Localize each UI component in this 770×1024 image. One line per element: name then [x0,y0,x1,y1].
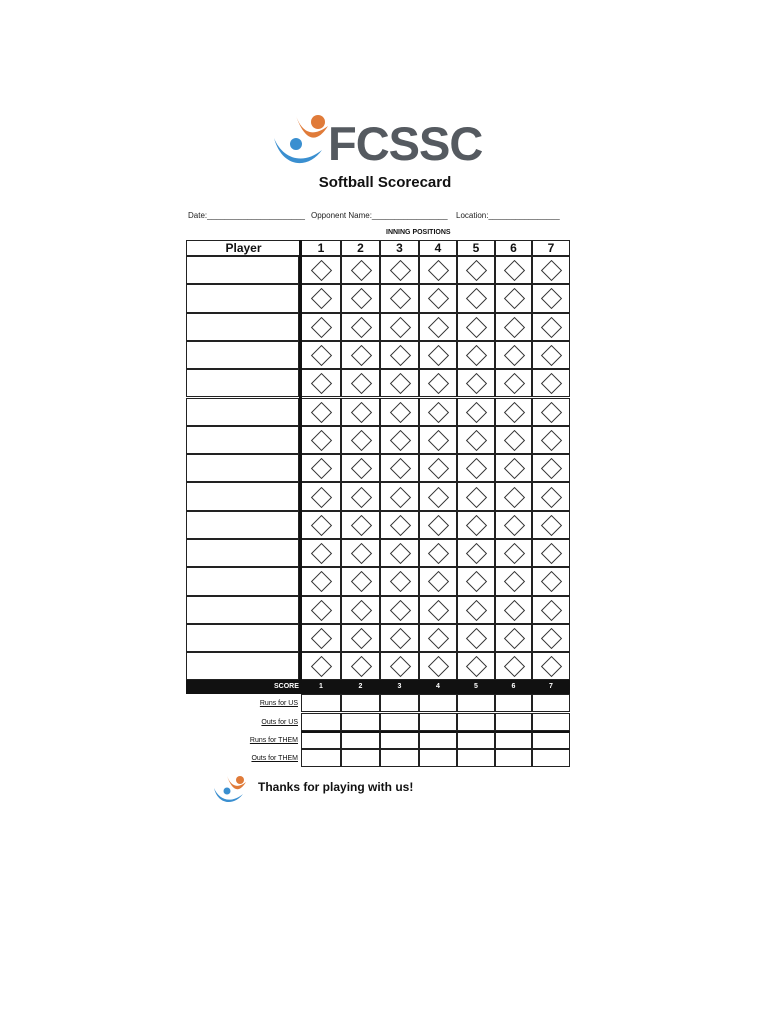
at-bat-cell[interactable] [495,398,532,426]
score-inning-4: 4 [436,683,440,690]
base-diamond-icon [350,317,371,338]
player-header: Player [186,240,301,256]
at-bat-cell[interactable] [419,596,457,624]
base-diamond-icon [311,571,332,592]
base-diamond-icon [428,515,449,536]
at-bat-cell[interactable] [301,256,341,284]
base-diamond-icon [311,345,332,366]
score-row-label: Runs for US [259,700,298,707]
player-name-cell[interactable] [186,313,299,341]
score-cell[interactable] [419,694,457,712]
base-diamond-icon [503,600,524,621]
score-inning-3: 3 [397,683,402,690]
at-bat-cell[interactable] [495,369,532,397]
base-diamond-icon [541,430,562,451]
base-diamond-icon [428,656,449,677]
at-bat-cell[interactable] [380,624,419,652]
base-diamond-icon [428,543,449,564]
at-bat-cell[interactable] [301,567,341,595]
at-bat-cell[interactable] [419,284,457,312]
player-name-cell[interactable] [186,454,299,482]
base-diamond-icon [541,373,562,394]
base-diamond-icon [541,486,562,507]
at-bat-cell[interactable] [341,511,380,539]
at-bat-cell[interactable] [495,596,532,624]
at-bat-cell[interactable] [419,369,457,397]
base-diamond-icon [466,486,487,507]
at-bat-cell[interactable] [419,454,457,482]
base-diamond-icon [503,345,524,366]
inning-positions-label: INNING POSITIONS [386,229,451,236]
score-bar [186,680,570,694]
at-bat-cell[interactable] [532,539,570,567]
score-cell[interactable] [301,694,341,712]
base-diamond-icon [428,288,449,309]
score-inning-1: 1 [319,683,323,690]
at-bat-cell[interactable] [495,539,532,567]
score-cell[interactable] [301,749,341,767]
base-diamond-icon [541,571,562,592]
at-bat-cell[interactable] [457,426,495,454]
inning-header-5: 5 [457,240,495,256]
score-cell[interactable] [495,731,532,749]
inning-header-2: 2 [341,240,380,256]
base-diamond-icon [428,317,449,338]
player-name-cell[interactable] [186,341,299,369]
at-bat-cell[interactable] [380,284,419,312]
base-diamond-icon [541,317,562,338]
column-divider [299,240,302,681]
at-bat-cell[interactable] [457,284,495,312]
player-name-cell[interactable] [186,511,299,539]
score-cell[interactable] [457,713,495,731]
at-bat-cell[interactable] [457,567,495,595]
mini-logo-icon [212,774,248,804]
base-diamond-icon [466,430,487,451]
score-cell[interactable] [495,713,532,731]
score-cell[interactable] [341,749,380,767]
at-bat-cell[interactable] [341,539,380,567]
base-diamond-icon [428,260,449,281]
at-bat-cell[interactable] [301,426,341,454]
at-bat-cell[interactable] [341,454,380,482]
score-inning-7: 7 [549,683,553,690]
base-diamond-icon [428,345,449,366]
at-bat-cell[interactable] [419,652,457,680]
base-diamond-icon [503,515,524,536]
base-diamond-icon [503,317,524,338]
at-bat-cell[interactable] [301,313,341,341]
base-diamond-icon [311,515,332,536]
base-diamond-icon [350,600,371,621]
date-field[interactable]: Date:______________________ [188,211,306,220]
score-cell[interactable] [495,749,532,767]
base-diamond-icon [503,486,524,507]
player-name-cell[interactable] [186,596,299,624]
score-cell[interactable] [419,749,457,767]
at-bat-cell[interactable] [341,369,380,397]
score-cell[interactable] [380,694,419,712]
base-diamond-icon [466,458,487,479]
base-diamond-icon [541,515,562,536]
player-name-cell[interactable] [186,398,299,426]
base-diamond-icon [389,402,410,423]
base-diamond-icon [466,373,487,394]
base-diamond-icon [389,515,410,536]
person-figure-icon [272,112,330,172]
at-bat-cell[interactable] [532,511,570,539]
at-bat-cell[interactable] [532,284,570,312]
at-bat-cell[interactable] [380,313,419,341]
at-bat-cell[interactable] [419,341,457,369]
inning-header-3: 3 [380,240,419,256]
base-diamond-icon [541,458,562,479]
at-bat-cell[interactable] [341,596,380,624]
score-cell[interactable] [419,731,457,749]
base-diamond-icon [350,402,371,423]
page-title: Softball Scorecard [318,174,452,191]
base-diamond-icon [389,543,410,564]
score-cell[interactable] [532,713,570,731]
inning-header-1: 1 [301,240,341,256]
at-bat-cell[interactable] [532,624,570,652]
score-cell[interactable] [495,694,532,712]
base-diamond-icon [503,571,524,592]
at-bat-cell[interactable] [380,596,419,624]
base-diamond-icon [428,373,449,394]
at-bat-cell[interactable] [532,426,570,454]
base-diamond-icon [350,543,371,564]
at-bat-cell[interactable] [301,652,341,680]
at-bat-cell[interactable] [301,482,341,510]
score-inning-2: 2 [358,683,363,690]
at-bat-cell[interactable] [457,652,495,680]
at-bat-cell[interactable] [380,341,419,369]
base-diamond-icon [503,458,524,479]
logo-text: FCSSC [328,117,483,170]
at-bat-cell[interactable] [380,652,419,680]
base-diamond-icon [389,317,410,338]
at-bat-cell[interactable] [495,652,532,680]
base-diamond-icon [389,458,410,479]
at-bat-cell[interactable] [457,398,495,426]
at-bat-cell[interactable] [457,539,495,567]
score-row-label: Outs for THEM [251,755,298,762]
at-bat-cell[interactable] [341,284,380,312]
base-diamond-icon [350,345,371,366]
base-diamond-icon [389,486,410,507]
at-bat-cell[interactable] [457,482,495,510]
base-diamond-icon [311,430,332,451]
score-cell[interactable] [341,694,380,712]
at-bat-cell[interactable] [341,652,380,680]
base-diamond-icon [389,373,410,394]
at-bat-cell[interactable] [380,398,419,426]
base-diamond-icon [428,402,449,423]
score-cell[interactable] [419,713,457,731]
at-bat-cell[interactable] [380,511,419,539]
score-cell[interactable] [380,713,419,731]
base-diamond-icon [466,345,487,366]
base-diamond-icon [311,628,332,649]
location-field[interactable]: Location:________________ [456,211,560,220]
at-bat-cell[interactable] [341,341,380,369]
base-diamond-icon [311,373,332,394]
base-diamond-icon [389,260,410,281]
at-bat-cell[interactable] [301,596,341,624]
opponent-field[interactable]: Opponent Name:_________________ [311,211,448,220]
base-diamond-icon [350,656,371,677]
at-bat-cell[interactable] [495,511,532,539]
base-diamond-icon [389,430,410,451]
at-bat-cell[interactable] [457,369,495,397]
base-diamond-icon [466,656,487,677]
score-inning-6: 6 [511,683,516,690]
player-name-cell[interactable] [186,426,299,454]
at-bat-cell[interactable] [419,511,457,539]
base-diamond-icon [503,656,524,677]
base-diamond-icon [389,656,410,677]
at-bat-cell[interactable] [380,482,419,510]
base-diamond-icon [311,486,332,507]
at-bat-cell[interactable] [495,454,532,482]
at-bat-cell[interactable] [419,313,457,341]
at-bat-cell[interactable] [457,511,495,539]
inning-header-6: 6 [495,240,532,256]
at-bat-cell[interactable] [532,313,570,341]
score-cell[interactable] [532,749,570,767]
score-label: SCORE [274,683,299,690]
at-bat-cell[interactable] [301,624,341,652]
base-diamond-icon [389,628,410,649]
base-diamond-icon [311,656,332,677]
base-diamond-icon [389,571,410,592]
base-diamond-icon [466,543,487,564]
at-bat-cell[interactable] [301,511,341,539]
base-diamond-icon [350,260,371,281]
base-diamond-icon [503,260,524,281]
thanks-message: Thanks for playing with us! [258,780,414,794]
player-name-cell[interactable] [186,652,299,680]
at-bat-cell[interactable] [495,482,532,510]
player-name-cell[interactable] [186,539,299,567]
base-diamond-icon [541,345,562,366]
at-bat-cell[interactable] [380,426,419,454]
base-diamond-icon [541,543,562,564]
at-bat-cell[interactable] [380,369,419,397]
base-diamond-icon [311,317,332,338]
at-bat-cell[interactable] [457,596,495,624]
player-name-cell[interactable] [186,256,299,284]
base-diamond-icon [311,458,332,479]
base-diamond-icon [428,430,449,451]
base-diamond-icon [389,600,410,621]
base-diamond-icon [503,288,524,309]
at-bat-cell[interactable] [341,313,380,341]
at-bat-cell[interactable] [532,398,570,426]
at-bat-cell[interactable] [457,454,495,482]
base-diamond-icon [466,402,487,423]
base-diamond-icon [350,288,371,309]
player-name-cell[interactable] [186,369,299,397]
at-bat-cell[interactable] [380,256,419,284]
base-diamond-icon [428,600,449,621]
base-diamond-icon [311,600,332,621]
base-diamond-icon [311,543,332,564]
base-diamond-icon [350,571,371,592]
base-diamond-icon [311,260,332,281]
score-cell[interactable] [341,731,380,749]
at-bat-cell[interactable] [419,539,457,567]
base-diamond-icon [311,402,332,423]
base-diamond-icon [466,317,487,338]
base-diamond-icon [350,486,371,507]
base-diamond-icon [541,600,562,621]
score-row-label: Runs for THEM [249,737,298,744]
score-cell[interactable] [532,731,570,749]
at-bat-cell[interactable] [532,567,570,595]
at-bat-cell[interactable] [495,313,532,341]
at-bat-cell[interactable] [457,256,495,284]
at-bat-cell[interactable] [532,369,570,397]
base-diamond-icon [466,571,487,592]
at-bat-cell[interactable] [301,341,341,369]
at-bat-cell[interactable] [341,624,380,652]
score-row-label: Outs for US [261,719,298,726]
at-bat-cell[interactable] [341,256,380,284]
base-diamond-icon [541,628,562,649]
inning-header-7: 7 [532,240,570,256]
score-cell[interactable] [457,694,495,712]
base-diamond-icon [503,373,524,394]
base-diamond-icon [350,430,371,451]
base-diamond-icon [503,628,524,649]
base-diamond-icon [466,260,487,281]
at-bat-cell[interactable] [532,256,570,284]
at-bat-cell[interactable] [419,256,457,284]
at-bat-cell[interactable] [419,482,457,510]
base-diamond-icon [466,288,487,309]
base-diamond-icon [503,430,524,451]
score-cell[interactable] [380,749,419,767]
at-bat-cell[interactable] [341,567,380,595]
at-bat-cell[interactable] [495,567,532,595]
base-diamond-icon [503,402,524,423]
at-bat-cell[interactable] [495,284,532,312]
score-cell[interactable] [457,731,495,749]
at-bat-cell[interactable] [457,624,495,652]
player-name-cell[interactable] [186,567,299,595]
at-bat-cell[interactable] [495,624,532,652]
at-bat-cell[interactable] [301,539,341,567]
at-bat-cell[interactable] [532,341,570,369]
base-diamond-icon [350,373,371,394]
at-bat-cell[interactable] [301,369,341,397]
score-cell[interactable] [532,694,570,712]
score-cell[interactable] [301,731,341,749]
player-name-cell[interactable] [186,284,299,312]
base-diamond-icon [350,458,371,479]
base-diamond-icon [541,402,562,423]
score-cell[interactable] [380,731,419,749]
at-bat-cell[interactable] [419,567,457,595]
at-bat-cell[interactable] [380,454,419,482]
at-bat-cell[interactable] [341,482,380,510]
base-diamond-icon [466,600,487,621]
score-cell[interactable] [341,713,380,731]
score-cell[interactable] [457,749,495,767]
fcssc-logo [272,112,482,172]
base-diamond-icon [466,515,487,536]
at-bat-cell[interactable] [532,482,570,510]
score-cell[interactable] [301,713,341,731]
at-bat-cell[interactable] [532,596,570,624]
base-diamond-icon [350,515,371,536]
at-bat-cell[interactable] [380,539,419,567]
base-diamond-icon [350,628,371,649]
base-diamond-icon [311,288,332,309]
at-bat-cell[interactable] [419,398,457,426]
at-bat-cell[interactable] [419,426,457,454]
at-bat-cell[interactable] [301,284,341,312]
base-diamond-icon [389,345,410,366]
inning-header-4: 4 [419,240,457,256]
base-diamond-icon [541,260,562,281]
base-diamond-icon [428,486,449,507]
at-bat-cell[interactable] [495,426,532,454]
score-inning-5: 5 [474,683,478,690]
base-diamond-icon [389,288,410,309]
at-bat-cell[interactable] [301,454,341,482]
at-bat-cell[interactable] [532,454,570,482]
base-diamond-icon [541,288,562,309]
at-bat-cell[interactable] [341,398,380,426]
at-bat-cell[interactable] [495,341,532,369]
at-bat-cell[interactable] [341,426,380,454]
base-diamond-icon [428,628,449,649]
player-name-cell[interactable] [186,624,299,652]
base-diamond-icon [503,543,524,564]
player-name-cell[interactable] [186,482,299,510]
base-diamond-icon [428,458,449,479]
at-bat-cell[interactable] [419,624,457,652]
at-bat-cell[interactable] [495,256,532,284]
base-diamond-icon [466,628,487,649]
at-bat-cell[interactable] [380,567,419,595]
at-bat-cell[interactable] [457,313,495,341]
at-bat-cell[interactable] [457,341,495,369]
base-diamond-icon [428,571,449,592]
at-bat-cell[interactable] [301,398,341,426]
at-bat-cell[interactable] [532,652,570,680]
base-diamond-icon [541,656,562,677]
